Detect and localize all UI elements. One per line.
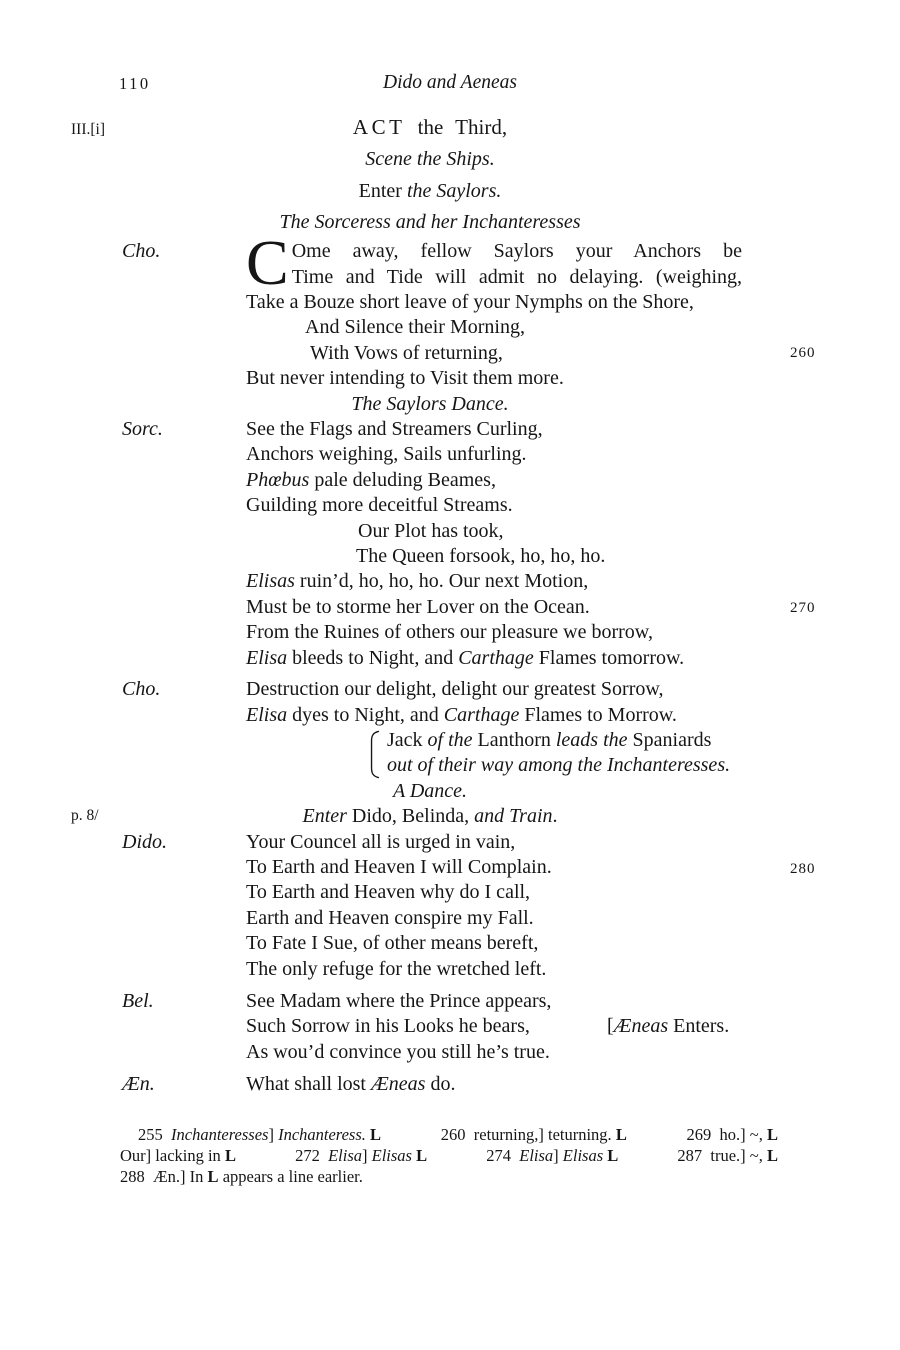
verse-line: See the Flags and Streamers Curling, [246,418,543,441]
verse-line: As wou’d convince you still he’s true. [246,1040,550,1063]
verse-line: But never intending to Visit them more. [246,367,564,390]
speech-dido [120,830,740,982]
speaker-label: Bel. [122,989,154,1012]
verse-line: The Queen forsook, ho, ho, ho. [356,545,606,568]
verse-line: Elisa bleeds to Night, and Carthage Flames tomorrow. [246,646,685,669]
text-block [120,112,740,1098]
stage-direction-a-dance: A Dance. [392,779,468,802]
verse-line: Destruction our delight, delight our greatest Sorrow, [246,678,664,701]
verse-line: To Fate I Sue, of other means bereft, [246,932,539,955]
speech-lines [246,227,742,391]
braced-stage-direction [246,728,742,779]
speech-lines [246,830,742,982]
apparatus-entry: 287 true.] ~, L [677,1146,778,1165]
stage-direction-aeneas-enters: [Æneas Enters. [607,1015,730,1038]
verse-line: Take a Bouze short leave of your Nymphs on the Shore, [246,291,694,313]
verse-line-text: Such Sorrow in his Looks he bears, [246,1015,530,1038]
apparatus-row [120,1124,778,1145]
verse-line: To Earth and Heaven I will Complain. [246,855,552,878]
verse-line: Must be to storme her Lover on the Ocean. [246,595,590,618]
verse-line: And Silence their Morning, [305,316,525,339]
stage-direction-sorceress: The Sorceress and her Inchanteresses [279,211,581,234]
verse-line: From the Ruines of others our pleasure we borrow, [246,621,653,644]
verse-line: With Vows of returning, [310,341,503,364]
running-head-title: Dido and Aeneas [383,72,517,93]
scene-heading: Scene the Ships. [365,147,495,170]
apparatus-entry: 274 Elisa] Elisas L [486,1146,619,1165]
verse-line: Earth and Heaven conspire my Fall. [246,906,534,929]
speech-aeneas [120,1072,740,1097]
brace-icon [367,730,380,779]
speaker-label: Cho. [122,678,161,701]
verse-line: Elisas ruin’d, ho, ho, ho. Our next Motion, [246,570,589,593]
stage-direction-saylors-dance: The Saylors Dance. [351,392,509,415]
verse-line: To Earth and Heaven why do I call, [246,881,531,904]
apparatus-entry: 269 ho.] ~, L [686,1125,778,1144]
apparatus-row [120,1145,778,1166]
speaker-label: Sorc. [122,418,163,441]
verse-line: Ome away, fellow Saylors your Anchors be [291,240,742,263]
speaker-label: Cho. [122,240,161,263]
speech-chorus-1 [120,227,742,391]
speech-chorus-2 [120,677,740,779]
verse-line: Our Plot has took, [358,519,504,542]
apparatus-entry: 255 Inchanteresses] Inchanteress. L [138,1125,382,1144]
verse-line: The only refuge for the wretched left. [246,957,547,980]
speaker-label: Dido. [122,830,167,853]
verse-line: See Madam where the Prince appears, [246,989,552,1012]
drop-cap: C [246,227,289,299]
textual-apparatus [120,1124,778,1187]
apparatus-entry: Our] lacking in L [120,1146,236,1165]
apparatus-entry: 260 returning,] teturning. L [440,1125,627,1144]
act-heading: ACT the Third, [352,115,508,139]
verse-line: What shall lost Æneas do. [246,1073,456,1096]
margin-note-page-ref: p. 8/ [71,807,99,824]
stage-direction-line: Jack of the Lanthorn leads the Spaniards [387,728,712,751]
drop-cap-paragraph [246,227,742,299]
apparatus-row [120,1166,778,1187]
stage-direction-enter-dido: Enter Dido, Belinda, and Train. [302,805,558,828]
verse-line: Guilding more deceitful Streams. [246,494,513,517]
speech-lines [246,989,742,1065]
stage-direction-line: out of their way among the Inchanteresses. [387,754,731,777]
apparatus-entry: 288 Æn.] In L appears a line earlier. [120,1167,363,1186]
speaker-label: Æn. [122,1073,155,1096]
verse-line: Elisa dyes to Night, and Carthage Flames to Morrow. [246,703,677,726]
line-number-260: 260 [790,345,816,361]
verse-line: Phœbus pale deluding Beames, [246,468,496,491]
speech-sorceress [120,417,740,671]
verse-line: Anchors weighing, Sails unfurling. [246,443,527,466]
speech-lines [246,417,742,671]
verse-line: Your Councel all is urged in vain, [246,830,516,853]
speech-lines [246,1072,742,1097]
line-number-280: 280 [790,861,816,877]
speech-belinda [120,989,740,1065]
page-number: 110 [119,74,151,93]
speech-lines [246,677,742,779]
verse-line [246,1014,742,1039]
verse-line: Time and Tide will admit no delaying. (weighing, [291,265,742,288]
apparatus-entry: 272 Elisa] Elisas L [295,1146,428,1165]
margin-note-act-scene: III.[i] [71,121,105,138]
stage-direction-enter-saylors: Enter the Saylors. [358,179,502,202]
line-number-270: 270 [790,600,816,616]
